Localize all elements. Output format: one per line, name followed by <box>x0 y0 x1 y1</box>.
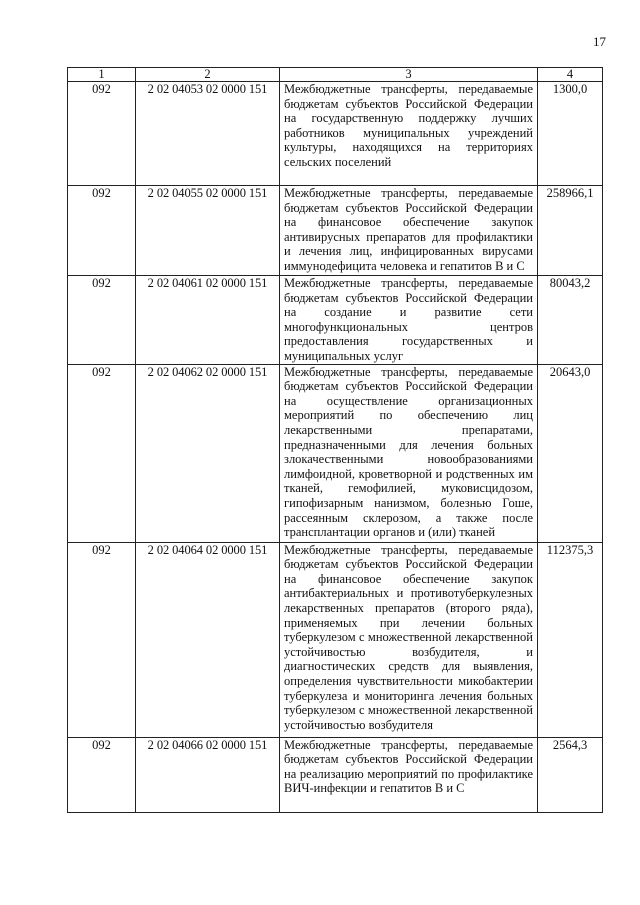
description-cell: Межбюджетные трансферты, передаваемые бюджетам субъектов Российской Федерации на финансовое обеспечение закупок антивирусных препаратов для профилактики и лечения лиц, инфицированных вирусами иммунодефицита человека и гепатитов В и С <box>280 186 538 276</box>
column-header-1: 1 <box>68 68 136 82</box>
table-body <box>68 82 603 813</box>
amount-cell: 20643,0 <box>538 364 603 542</box>
column-header-3: 3 <box>280 68 538 82</box>
amount-cell: 80043,2 <box>538 276 603 365</box>
column-header-4: 4 <box>538 68 603 82</box>
description-cell: Межбюджетные трансферты, передаваемые бюджетам субъектов Российской Федерации на финансовое обеспечение закупок антибактериальных и противотуберкулезных лекарственных препаратов (второго ряда), применяемых при лечении больных туберкулезом с множественной лекарственной устойчивостью возбудителя, и диагностических средств для выявления, определения чувствительности микобактерии туберкулеза и мониторинга лечения больных туберкулезом с множественной лекарственной устойчивостью возбудителя <box>280 542 538 737</box>
table-row <box>68 364 603 542</box>
budget-code-cell: 2 02 04053 02 0000 151 <box>136 82 280 186</box>
table-header <box>68 68 603 82</box>
description-cell: Межбюджетные трансферты, передаваемые бюджетам субъектов Российской Федерации на государственную поддержку лучших работников муниципальных учреждений культуры, находящихся на территориях сельских поселений <box>280 82 538 186</box>
header-row <box>68 68 603 82</box>
description-cell: Межбюджетные трансферты, передаваемые бюджетам субъектов Российской Федерации на создание и развитие сети многофункциональных центров предоставления государственных и муниципальных услуг <box>280 276 538 365</box>
description-cell: Межбюджетные трансферты, передаваемые бюджетам субъектов Российской Федерации на осуществление организационных мероприятий по обеспечению лиц лекарственными препаратами, предназначенными для лечения больных злокачественными новообразованиями лимфоидной, кроветворной и родственных им тканей, гемофилией, муковисцидозом, гипофизарным нанизмом, болезнью Гоше, рассеянным склерозом, а также после трансплантации органов и (или) тканей <box>280 364 538 542</box>
table-row <box>68 186 603 276</box>
amount-cell: 1300,0 <box>538 82 603 186</box>
admin-code-cell: 092 <box>68 186 136 276</box>
amount-cell: 2564,3 <box>538 737 603 812</box>
admin-code-cell: 092 <box>68 737 136 812</box>
table-row <box>68 276 603 365</box>
budget-code-cell: 2 02 04061 02 0000 151 <box>136 276 280 365</box>
admin-code-cell: 092 <box>68 82 136 186</box>
amount-cell: 258966,1 <box>538 186 603 276</box>
table-row <box>68 737 603 812</box>
description-cell: Межбюджетные трансферты, передаваемые бюджетам субъектов Российской Федерации на реализацию мероприятий по профилактике ВИЧ-инфекции и гепатитов В и С <box>280 737 538 812</box>
column-header-2: 2 <box>136 68 280 82</box>
budget-table <box>67 67 603 813</box>
admin-code-cell: 092 <box>68 364 136 542</box>
budget-code-cell: 2 02 04055 02 0000 151 <box>136 186 280 276</box>
admin-code-cell: 092 <box>68 276 136 365</box>
budget-code-cell: 2 02 04064 02 0000 151 <box>136 542 280 737</box>
budget-code-cell: 2 02 04066 02 0000 151 <box>136 737 280 812</box>
budget-code-cell: 2 02 04062 02 0000 151 <box>136 364 280 542</box>
page-number: 17 <box>593 34 606 49</box>
table-row <box>68 542 603 737</box>
amount-cell: 112375,3 <box>538 542 603 737</box>
table-row <box>68 82 603 186</box>
admin-code-cell: 092 <box>68 542 136 737</box>
